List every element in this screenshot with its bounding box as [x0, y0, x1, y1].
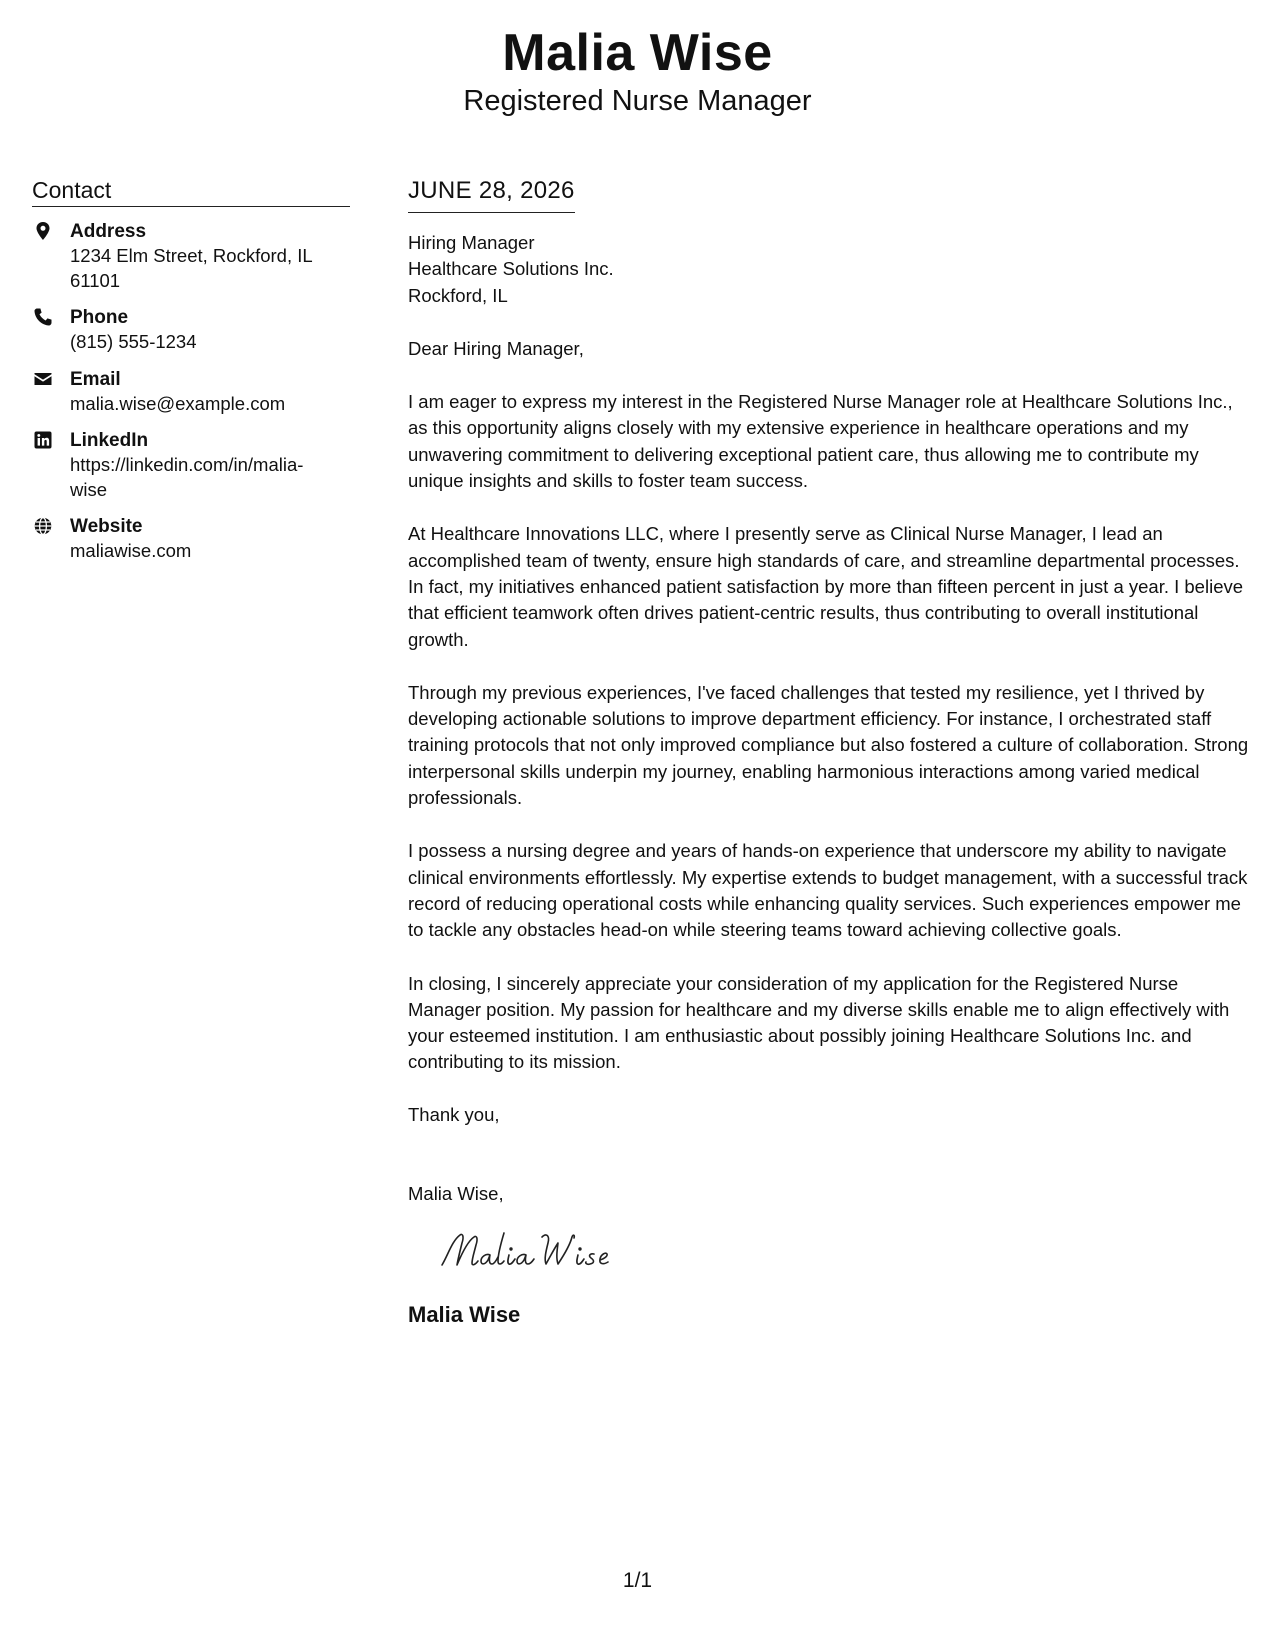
- signer-name: Malia Wise: [408, 1302, 521, 1328]
- contact-item-email: [32, 367, 350, 417]
- contact-item-linkedin: [32, 428, 350, 502]
- phone-icon: [33, 307, 53, 327]
- letter-paragraph: I possess a nursing degree and years of hands-on experience that underscore my ability to navigate clinical environments effortlessly. My expertise extends to budget management, with a successful track record of reducing operational costs while enhancing quality services. Such experiences empower me to tackle any obstacles head-on while steering teams toward achieving collective goals.: [408, 840, 1248, 941]
- contact-label-address: Address: [70, 221, 147, 242]
- contact-value-linkedin: https://linkedin.com/in/malia-wise: [70, 454, 304, 500]
- handwritten-signature: [438, 1225, 1250, 1285]
- recipient-line: Rockford, IL: [408, 284, 508, 306]
- letter-paragraph: In closing, I sincerely appreciate your consideration of my application for the Registered Nurse Manager position. My passion for healthcare and my diverse skills enable me to align effectively with your esteemed institution. I am enthusiastic about possibly joining Healthcare Solutions Inc. and contributing to its mission.: [408, 972, 1230, 1073]
- contact-sidebar: [32, 176, 350, 576]
- resume-header: [0, 22, 1275, 118]
- contact-value-address: 1234 Elm Street, Rockford, IL 61101: [70, 245, 312, 291]
- contact-item-phone: [32, 305, 350, 355]
- closing: Thank you,: [408, 1103, 500, 1125]
- letter-paragraph: Through my previous experiences, I've faced challenges that tested my resilience, yet I thrived by developing actionable solutions to improve department efficiency. For instance, I orchestrated staff training protocols that not only improved compliance but also fostered a culture of collaboration. Strong interpersonal skills underpin my journey, enabling harmonious interactions among varied medical professionals.: [408, 681, 1249, 809]
- envelope-icon: [33, 369, 53, 389]
- salutation: Dear Hiring Manager,: [408, 337, 584, 359]
- contact-label-phone: Phone: [70, 307, 129, 328]
- letter-paragraph: I am eager to express my interest in the Registered Nurse Manager role at Healthcare Solutions Inc., as this opportunity aligns closely with my extensive experience in healthcare operations and my unwavering commitment to delivering exceptional patient care, thus allowing me to contribute my unique insights and skills to foster team success.: [408, 391, 1233, 492]
- letter-body: [408, 176, 1250, 1329]
- contact-value-phone: (815) 555-1234: [70, 331, 197, 352]
- contact-item-website: [32, 514, 350, 564]
- contact-value-website: maliawise.com: [70, 540, 192, 561]
- contact-heading: Contact: [32, 176, 350, 207]
- sign-off: Malia Wise,: [408, 1183, 504, 1205]
- contact-item-address: [32, 219, 350, 293]
- page-number: 1/1: [622, 1569, 653, 1592]
- contact-label-website: Website: [70, 516, 143, 537]
- contact-label-email: Email: [70, 368, 121, 390]
- letter-paragraph: At Healthcare Innovations LLC, where I presently serve as Clinical Nurse Manager, I lead an accomplished team of twenty, ensure high standards of care, and streamline departmental processes. In fact, my initiatives enhanced patient satisfaction by more than fifteen percent in just a year. I believe that efficient teamwork often drives patient-centric results, thus contributing to overall institutional growth.: [408, 523, 1244, 650]
- globe-icon: [33, 516, 53, 536]
- contact-label-linkedin: LinkedIn: [70, 430, 149, 451]
- recipient-block: [408, 230, 1250, 309]
- recipient-line: Healthcare Solutions Inc.: [408, 258, 614, 280]
- job-title: Registered Nurse Manager: [463, 85, 812, 117]
- linkedin-icon: [33, 430, 53, 450]
- recipient-line: Hiring Manager: [408, 232, 535, 253]
- letter-date: JUNE 28, 2026: [408, 176, 575, 213]
- map-pin-icon: [33, 221, 53, 241]
- contact-value-email: malia.wise@example.com: [70, 392, 286, 414]
- applicant-name: Malia Wise: [502, 24, 773, 82]
